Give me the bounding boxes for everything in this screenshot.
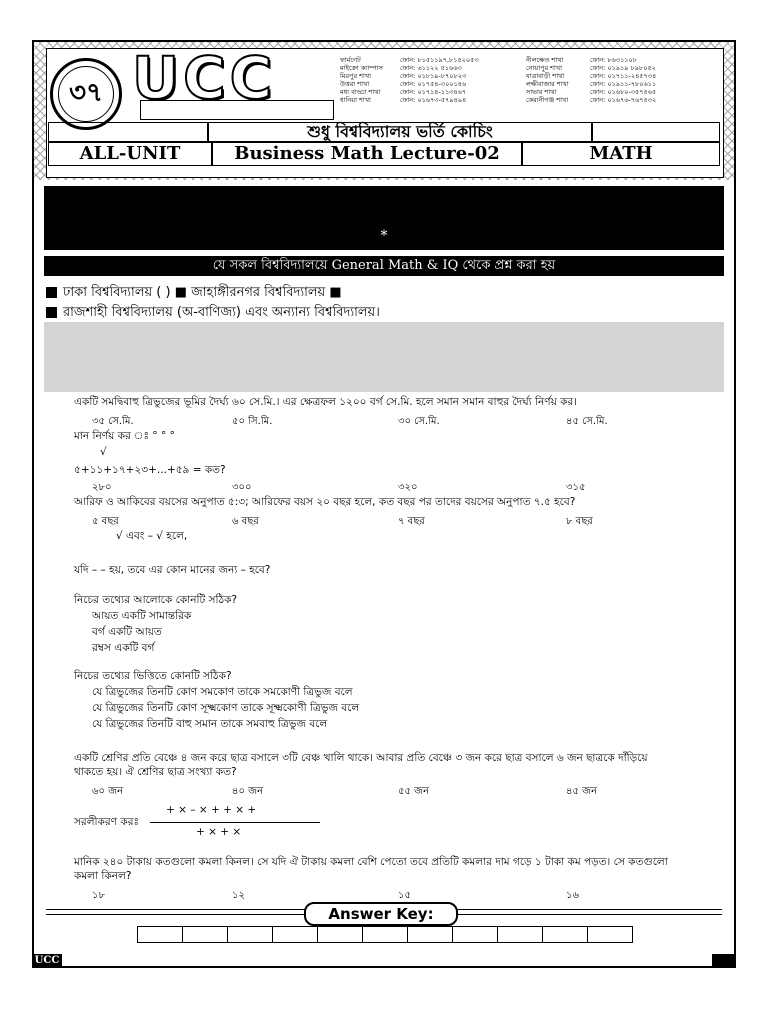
answer-key-title: Answer Key: [304,902,458,926]
lecture-row [48,142,720,166]
lecture-title: Business Math Lecture-02 [212,142,522,166]
option: ১৬ [566,890,579,901]
statement: যে ত্রিভুজের তিনটি বাহু সমান তাকে সমবাহু ত্রিভুজ বলে [92,718,328,730]
banner [44,186,724,250]
option: ৬০ জন [92,786,124,797]
footer-block [712,954,736,968]
fraction-denominator: + × + × [196,826,242,838]
footer-logo: UCC [32,954,62,968]
answer-cell [542,926,588,943]
statement: যে ত্রিভুজের তিনটি কোণ সূক্ষ্মকোণ তাকে সূক্ষ্মকোণী ত্রিভুজ বলে [92,702,360,714]
question-9-cont: থাকতে হয়। ঐ শ্রেণির ছাত্র সংখ্যা কত? [74,766,237,778]
answer-cell [362,926,408,943]
answer-cell [587,926,633,943]
brand-logo: UCC [132,44,277,112]
option: ৩০ সে.মি. [398,416,440,427]
university-line-1: ঢাকা বিশ্ববিদ্যালয় ( ) ■ জাহাঙ্গীরনগর বিশ্ববিদ্যালয় ■ [46,283,342,304]
question-4: আরিফ ও আকিবের বয়সের অনুপাত ৫:৩; আরিফের বয়স ২০ বছর হলে, কত বছর পর তাদের বয়সের অনুপাত ৭.৫ হবে? [74,496,576,508]
subject-label: MATH [522,142,720,166]
option: ৫০ সি.মি. [232,416,273,427]
option: ৪৫ সে.মি. [566,416,608,427]
question-3: ৫+১১+১৭+২৩+...+৫৯ = কত? [74,464,226,476]
option: ৭ বছর [398,516,425,527]
question-2: মান নির্ণয় কর ঃ ° ° ° [74,430,175,442]
option: ৮ বছর [566,516,593,527]
option: ৩২০ [398,482,418,493]
question-7: নিচের তথ্যের আলোকে কোনটি সঠিক? [74,594,238,606]
answer-cell [407,926,453,943]
branch-list: ফার্মগেট ফোন: ৮১৫১১৯৭,৮১৫২০৫৩ নীলক্ষেত শাখা ফোন: ৮৬৩১১০৮ মাইক্রো ক্যাম্পাস ফোন: ৬১১২২ ৫১৬৬৩ নোয়াপুর শাখা ফোন: ০১৯১৯ ৮৯৮০৫২ মিরপুর শাখা ফোন: ০১৮১৯-৮৭০৮২৩ যাত্রাবাড়ী শাখা ফোন: ০১৭১১-২৪৫৭৩৪ উত্তরা শাখা ফোন: ০১৭৫৪-৩০০১৪৬ লক্ষীবাজার শাখা ফোন: ০১৯১১-৭৮০৬১১ মধ্য বাড্ডা শাখা ফোন: ০১৭১৪-১১৩৪৬৭ সাভার শাখা ফোন: ০১৬৮০-৩৫৭৫৬৫ ধানিয়া শাখা ফোন: ০১৬৭৩-৫৭৯৪৯৪ কেরানীগঞ্জ শাখা ফোন: ০১৬৭৬-৭৬৭৫৩২ [340,56,657,104]
answer-cell [182,926,228,943]
option: ৩১৫ [566,482,586,493]
statement: আয়ত একটি সামান্তরিক [92,610,192,622]
university-line-2: রাজশাহী বিশ্ববিদ্যালয় (অ-বাণিজ্য) এবং অন্যান্য বিশ্ববিদ্যালয়। [46,303,380,324]
option: ৩০০ [232,482,252,493]
option: ৬ বছর [232,516,259,527]
answer-cell [497,926,543,943]
option: ১৫ [398,890,411,901]
fraction-numerator: + × – × + + × + [166,804,257,816]
option: ২৮০ [92,482,112,493]
seal-logo [50,58,122,130]
answer-cell [227,926,273,943]
question-11-cont: কমলা কিনল? [74,870,132,882]
gray-box [44,322,724,392]
question-6: যদি – – হয়, তবে এর কোন মানের জন্য – হবে? [74,564,271,576]
subtitle: শুধু বিশ্ববিদ্যালয় ভর্তি কোচিং [208,122,592,142]
unit-label: ALL-UNIT [48,142,212,166]
answer-cell [137,926,183,943]
answer-cell [272,926,318,943]
question-2-sub: √ [100,446,107,458]
question-1: একটি সমদ্বিবাহু ত্রিভুজের ভূমির দৈর্ঘ্য ৬০ সে.মি.। এর ক্ষেত্রফল ১২০০ বর্গ সে.মি. হলে সমান সমান বাহুর দৈর্ঘ্য নির্ণয় কর। [74,396,578,408]
statement: যে ত্রিভুজের তিনটি কোণ সমকোণ তাকে সমকোণী ত্রিভুজ বলে [92,686,353,698]
answer-cell [452,926,498,943]
fraction-line [150,822,320,823]
question-5: √ এবং – √ হলে, [116,530,188,542]
banner-star: * [380,228,388,244]
logo-box [140,100,334,120]
university-bar: যে সকল বিশ্ববিদ্যালয়ে General Math & IQ থেকে প্রশ্ন করা হয় [44,256,724,276]
statement: বর্গ একটি আয়ত [92,626,162,638]
option: ৫ বছর [92,516,119,527]
statement: রম্বস একটি বর্গ [92,642,155,654]
question-9: একটি শ্রেণির প্রতি বেঞ্চে ৪ জন করে ছাত্র বসালে ৩টি বেঞ্চ খালি থাকে। আবার প্রতি বেঞ্চে ৩ জন করে ছাত্র বসালে ৬ জন ছাত্রকে দাঁড়িয়ে [74,752,648,764]
option: ৫৫ জন [398,786,430,797]
answer-key-table [138,926,633,943]
subtitle-row [48,122,720,142]
question-10: সরলীকরণ করঃ [74,816,140,828]
question-11: মানিক ২৪০ টাকায় কতগুলো কমলা কিনল। সে যদি ঐ টাকায় কমলা বেশি পেতো তবে প্রতিটি কমলার দাম গড়ে ১ টাকা কম পড়ত। সে কতগুলো [74,856,668,868]
option: ৪০ জন [232,786,264,797]
option: ৩৫ সে.মি. [92,416,134,427]
seal-text: ৩৭ [69,78,103,108]
option: ১৮ [92,890,105,901]
option: ৪৫ জন [566,786,598,797]
question-8: নিচের তথ্যের ভিত্তিতে কোনটি সঠিক? [74,670,232,682]
option: ১২ [232,890,245,901]
answer-cell [317,926,363,943]
